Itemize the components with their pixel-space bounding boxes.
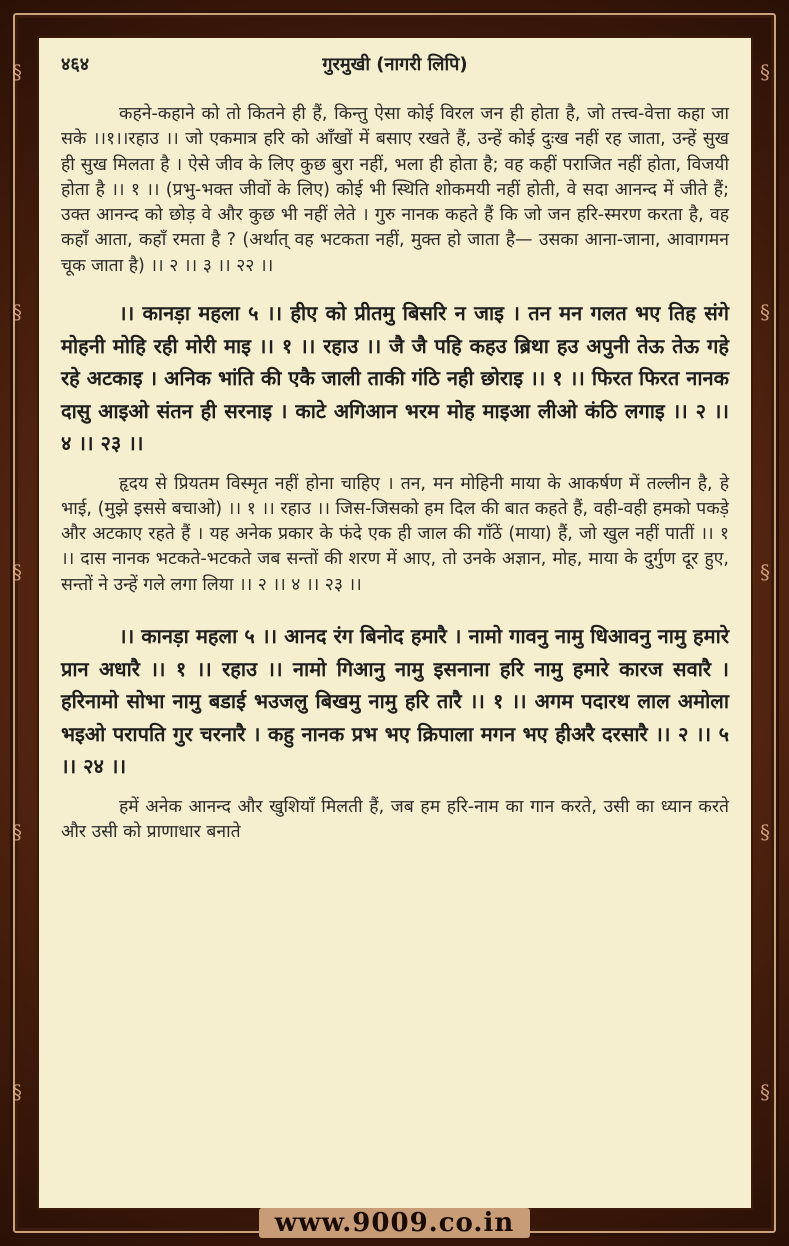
swirl-ornament-icon: § xyxy=(12,1080,22,1104)
website-url[interactable]: www.9009.co.in xyxy=(259,1208,531,1238)
swirl-ornament-icon: § xyxy=(760,60,770,84)
commentary-paragraph: कहने-कहाने को तो कितने ही हैं, किन्तु ऐसा कोई विरल जन ही होता है, जो तत्त्व-वेत्ता कहा जा सके ।।१।।रहाउ ।। जो एकमात्र हरि को आँखों में बसाए रखते हैं, उन्हें कोई दुःख नहीं रह जाता, उन्हें सुख ही सुख मिलता है । ऐसे जीव के लिए कुछ बुरा नहीं, भला ही होता है; वह कहीं पराजित नहीं होता, विजयी होता है ।। १ ।। (प्रभु-भक्त जीवों के लिए) कोई भी स्थिति शोकमयी नहीं होती, वे सदा आनन्द में जीते हैं; उक्त आनन्द को छोड़ वे और कुछ भी नहीं लेते । गुरु नानक कहते हैं कि जो जन हरि-स्मरण करता है, वह कहाँ आता, कहाँ रमता है ? (अर्थात् वह भटकता नहीं, मुक्त हो जाता है— उसका आना-जाना, आवागमन चूक जाता है) ।। २ ।। ३ ।। २२ ।। xyxy=(61,104,729,276)
swirl-ornament-icon: § xyxy=(12,60,22,84)
swirl-ornament-icon: § xyxy=(760,1080,770,1104)
page-header xyxy=(39,52,751,76)
swirl-ornament-icon: § xyxy=(760,560,770,584)
swirl-ornament-icon: § xyxy=(760,820,770,844)
page-title: गुरमुखी (नागरी लिपि) xyxy=(322,54,468,75)
commentary-paragraph: हमें अनेक आनन्द और खुशियाँ मिलती हैं, जब हम हरि-नाम का गान करते, उसी का ध्यान करते और उसी को प्राणाधार बनाते xyxy=(61,796,729,842)
commentary-paragraph: हृदय से प्रियतम विस्मृत नहीं होना चाहिए । तन, मन मोहिनी माया के आकर्षण में तल्लीन है, हे भाई, (मुझे इससे बचाओ) ।। १ ।। रहाउ ।। जिस-जिसको हम दिल की बात कहते हैं, वही-वही हमको पकड़े और अटकाए रहते हैं । यह अनेक प्रकार के फंदे एक ही जाल की गाँठें (माया) हैं, जो खुल नहीं पातीं ।। १ ।। दास नानक भटकते-भटकते जब सन्तों की शरण में आए, तो उनके अज्ञान, मोह, माया के दुर्गुण दूर हुए, सन्तों ने उन्हें गले लगा लिया ।। २ ।। ४ ।। २३ ।। xyxy=(61,473,729,595)
book-page xyxy=(37,36,753,1210)
shabad-verse: ।। कानड़ा महला ५ ।। हीए को प्रीतमु बिसरि न जाइ । तन मन गलत भए तिह संगे मोहनी मोहि रही मोरी माइ ।। १ ।। रहाउ ।। जै जै पहि कहउ ब्रिथा हउ अपुनी तेऊ तेऊ गहे रहे अटकाइ । अनिक भांति की एकै जाली ताकी गंठि नही छोराइ ।। १ ।। फिरत फिरत नानक दासु आइओ संतन ही सरनाइ । काटे अगिआन भरम मोह माइआ लीओ कंठि लगाइ ।। २ ।। ४ ।। २३ ।। xyxy=(61,301,729,456)
swirl-ornament-icon: § xyxy=(12,820,22,844)
page-number: ४६४ xyxy=(61,54,90,75)
swirl-ornament-icon: § xyxy=(760,300,770,324)
swirl-ornament-icon: § xyxy=(12,300,22,324)
shabad-verse: ।। कानड़ा महला ५ ।। आनद रंग बिनोद हमारै । नामो गावनु नामु धिआवनु नामु हमारे प्रान अधारै ।। १ ।। रहाउ ।। नामो गिआनु नामु इसनाना हरि नामु हमारे कारज सवारै । हरिनामो सोभा नामु बडाई भउजलु बिखमु नामु हरि तारै ।। १ ।। अगम पदारथ लाल अमोला भइओ परापति गुर चरनारै । कहु नानक प्रभ भए क्रिपाला मगन भए हीअरै दरसारै ।। २ ।। ५ ।। २४ ।। xyxy=(61,624,729,779)
page-content xyxy=(61,102,729,845)
website-footer xyxy=(0,1208,789,1244)
swirl-ornament-icon: § xyxy=(12,560,22,584)
